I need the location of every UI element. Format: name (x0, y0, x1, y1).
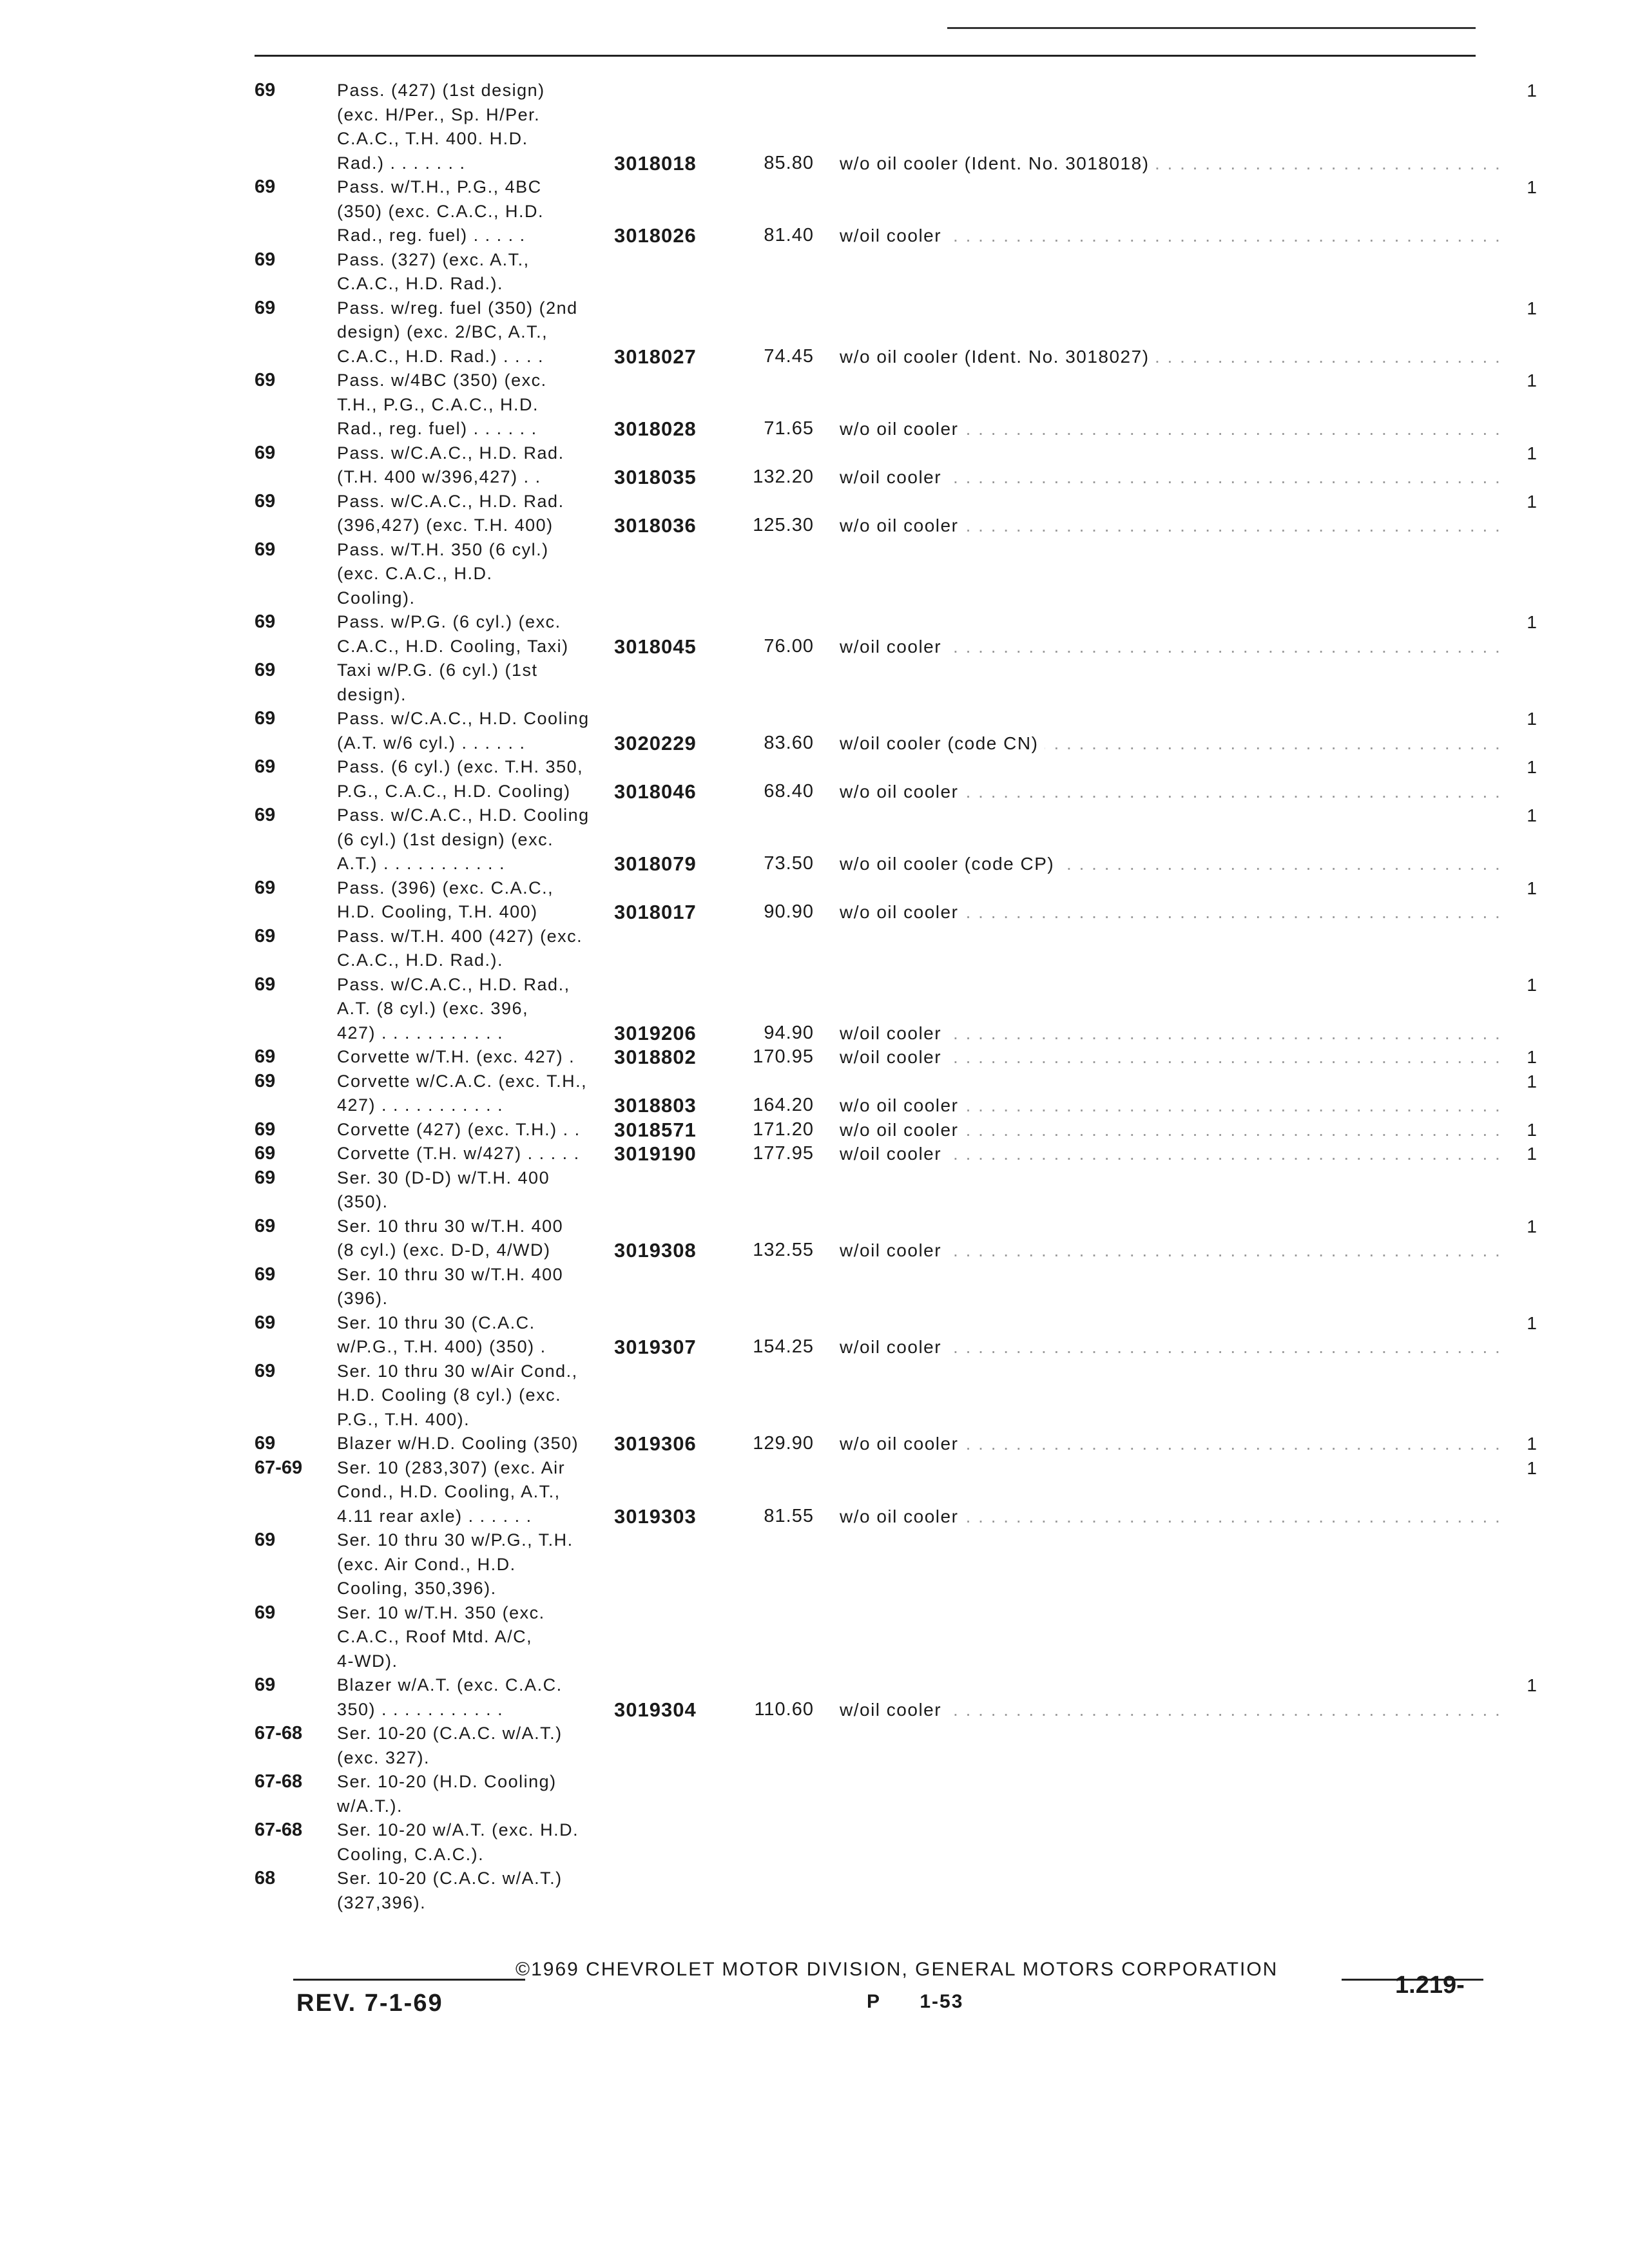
quantity: 1 (1527, 81, 1537, 101)
revision-date: REV. 7-1-69 (296, 1990, 443, 2017)
model-application: Blazer w/A.T. (exc. C.A.C. 350) . . . . . . . . . . . (337, 1675, 563, 1719)
model-year: 69 (255, 1530, 276, 1550)
part-description-text: w/o oil cooler (Ident. No. 3018018) (840, 153, 1156, 173)
part-description-text: w/oil cooler (840, 1047, 948, 1067)
model-application: Ser. 10 thru 30 w/T.H. 400 (8 cyl.) (exc. D-D, 4/WD) (337, 1216, 564, 1260)
part-number: 3018035 (614, 466, 697, 488)
part-number: 3019190 (614, 1142, 697, 1165)
part-number: 3018046 (614, 780, 697, 803)
quantity: 1 (1527, 1119, 1537, 1140)
model-year: 69 (255, 974, 276, 995)
quantity: 1 (1527, 974, 1537, 995)
copyright-notice: ©1969 CHEVROLET MOTOR DIVISION, GENERAL MOTORS CORPORATION (516, 1959, 1278, 1980)
part-description (814, 1408, 1505, 1432)
part-description (814, 1142, 1505, 1166)
part-number: 3018571 (614, 1118, 697, 1141)
model-year: 69 (255, 805, 276, 825)
list-price: 110.60 (754, 1698, 814, 1720)
section-reference (867, 1991, 963, 2013)
part-number: 3019303 (614, 1504, 697, 1528)
part-entry (255, 658, 1537, 707)
model-application: Blazer w/H.D. Cooling (350) (337, 1434, 579, 1453)
model-application: Pass. w/T.H., P.G., 4BC (350) (exc. C.A.C., H.D. Rad., reg. fuel) . . . . . (337, 177, 545, 245)
quantity: 1 (1527, 1071, 1537, 1091)
part-description (814, 272, 1505, 296)
model-year: 69 (255, 297, 276, 318)
page-number: 1.219- (1395, 1972, 1465, 1999)
part-entry (255, 876, 1537, 925)
part-entry (255, 248, 1537, 296)
part-entry (255, 1215, 1537, 1263)
part-entry (255, 490, 1537, 538)
list-price: 132.55 (753, 1240, 814, 1260)
model-application: Corvette w/C.A.C. (exc. T.H., 427) . . . . . . . . . . . (337, 1071, 588, 1115)
part-description-text (840, 1289, 846, 1309)
part-number: 3019206 (614, 1021, 697, 1044)
part-description-text (840, 1748, 846, 1768)
model-application: Ser. 10-20 (C.A.C. w/A.T.) (327,396). (337, 1869, 563, 1912)
model-year: 69 (255, 1602, 276, 1623)
part-description (814, 1335, 1505, 1360)
model-year: 69 (255, 1215, 276, 1236)
part-entry (255, 175, 1537, 248)
quantity: 1 (1527, 491, 1537, 512)
part-description-text (840, 685, 846, 705)
quantity: 1 (1527, 1144, 1537, 1164)
part-description-text: w/oil cooler (840, 637, 948, 657)
model-year: 69 (255, 80, 276, 101)
model-application: Corvette w/T.H. (exc. 427) . (337, 1047, 575, 1066)
quantity: 1 (1527, 1434, 1537, 1454)
part-entry (255, 1142, 1537, 1166)
part-description-text: w/oil cooler (840, 1023, 948, 1043)
quantity: 1 (1527, 298, 1537, 318)
quantity: 1 (1527, 612, 1537, 632)
part-entry (255, 1770, 1537, 1818)
model-year: 69 (255, 1143, 276, 1164)
model-year: 68 (255, 1868, 276, 1888)
part-description-text (840, 1192, 846, 1212)
model-application: Pass. (6 cyl.) (exc. T.H. 350, P.G., C.A.C., H.D. Cooling) (337, 757, 584, 801)
part-description-text: w/o oil cooler (840, 515, 965, 535)
part-description-text (840, 274, 846, 294)
part-description (814, 224, 1505, 248)
part-number: 3018079 (614, 852, 697, 875)
model-year: 69 (255, 1070, 276, 1091)
model-year: 69 (255, 708, 276, 729)
part-description (814, 1891, 1505, 1916)
model-application: Pass. w/C.A.C., H.D. Rad., A.T. (8 cyl.) (exc. 396, 427) . . . . . . . . . . . (337, 974, 570, 1043)
part-entry (255, 1311, 1537, 1360)
list-price: 154.25 (753, 1336, 814, 1357)
model-year: 69 (255, 1264, 276, 1285)
part-description-text: w/o oil cooler (840, 902, 965, 922)
part-number: 3018045 (614, 635, 697, 658)
part-description (814, 1504, 1505, 1529)
model-year: 67-68 (255, 1771, 303, 1792)
part-description-text: w/oil cooler (840, 1144, 948, 1164)
part-description (814, 1238, 1505, 1263)
part-description (814, 1577, 1505, 1601)
part-entry (255, 1045, 1537, 1070)
part-description-text: w/oil cooler (840, 467, 948, 487)
model-application: Ser. 10-20 w/A.T. (exc. H.D. Cooling, C.A.C.). (337, 1820, 579, 1864)
quantity: 1 (1527, 1675, 1537, 1695)
quantity: 1 (1527, 1216, 1537, 1236)
model-year: 67-68 (255, 1820, 303, 1840)
part-description (814, 683, 1505, 707)
model-application: Ser. 30 (D-D) w/T.H. 400 (350). (337, 1168, 550, 1211)
model-year: 69 (255, 1433, 276, 1454)
part-number: 3019307 (614, 1336, 697, 1358)
part-entry (255, 1601, 1537, 1674)
model-application: Ser. 10 thru 30 (C.A.C. w/P.G., T.H. 400) (350) . (337, 1312, 546, 1356)
part-entry (255, 441, 1537, 490)
part-description-text: w/o oil cooler (840, 419, 965, 439)
part-entry (255, 538, 1537, 611)
part-description-text: w/o oil cooler (840, 1095, 965, 1115)
part-description-text: w/oil cooler (code CN) (840, 733, 1045, 753)
quantity: 1 (1527, 443, 1537, 463)
header-rule (255, 55, 1476, 57)
part-description-text (840, 1845, 846, 1865)
part-description-text (840, 1893, 846, 1913)
part-number: 3020229 (614, 731, 697, 754)
model-application: Pass. w/C.A.C., H.D. Cooling (6 cyl.) (1st design) (exc. A.T.) . . . . . . . . . . . (337, 805, 590, 873)
list-price: 81.40 (764, 225, 814, 245)
part-entry (255, 1263, 1537, 1311)
model-application: Pass. w/P.G. (6 cyl.) (exc. C.A.C., H.D. Cooling, Taxi) (337, 612, 569, 656)
model-application: Pass. w/C.A.C., H.D. Rad. (396,427) (exc. T.H. 400) (337, 491, 564, 535)
header-rule-short (947, 27, 1476, 29)
part-entry (255, 1166, 1537, 1215)
part-number: 3018028 (614, 418, 697, 440)
model-application: Pass. w/T.H. 400 (427) (exc. C.A.C., H.D. Rad.). (337, 926, 583, 970)
part-number: 3018018 (614, 151, 697, 175)
model-application: Ser. 10 thru 30 w/Air Cond., H.D. Cooling (8 cyl.) (exc. P.G., T.H. 400). (337, 1361, 578, 1429)
model-year: 67-68 (255, 1723, 303, 1744)
model-application: Pass. w/C.A.C., H.D. Rad. (T.H. 400 w/396,427) . . (337, 443, 564, 486)
part-description-text (840, 1579, 846, 1599)
model-year: 69 (255, 370, 276, 390)
part-number: 3018017 (614, 901, 697, 923)
list-price: 129.90 (753, 1433, 814, 1454)
part-entry (255, 973, 1537, 1046)
part-entry (255, 707, 1537, 755)
model-year: 69 (255, 1312, 276, 1333)
part-entry (255, 1432, 1537, 1456)
part-description-text: w/o oil cooler (840, 1120, 965, 1140)
quantity: 1 (1527, 370, 1537, 390)
part-description (814, 1093, 1505, 1118)
part-entry (255, 1722, 1537, 1770)
model-year: 69 (255, 756, 276, 777)
parts-listing (255, 79, 1537, 1915)
model-year: 69 (255, 177, 276, 197)
quantity: 1 (1527, 1047, 1537, 1067)
part-number: 3019306 (614, 1432, 697, 1455)
part-description (814, 948, 1505, 973)
part-description-text (840, 588, 846, 608)
part-entry (255, 925, 1537, 973)
list-price: 85.80 (764, 152, 814, 173)
part-number: 3018803 (614, 1094, 697, 1117)
part-number: 3019304 (614, 1698, 697, 1721)
list-price: 171.20 (753, 1119, 814, 1140)
model-application: Pass. w/4BC (350) (exc. T.H., P.G., C.A.C., H.D. Rad., reg. fuel) . . . . . . (337, 370, 547, 438)
model-application: Ser. 10 w/T.H. 350 (exc. C.A.C., Roof Mtd. A/C, 4-WD). (337, 1602, 545, 1671)
footer-rule-left (293, 1979, 525, 1981)
model-year: 69 (255, 925, 276, 947)
part-entry (255, 1456, 1537, 1529)
part-description-text: w/oil cooler (840, 1240, 948, 1260)
list-price: 74.45 (764, 345, 814, 367)
model-year: 69 (255, 1675, 276, 1695)
list-price: 83.60 (764, 732, 814, 753)
model-year: 69 (255, 1360, 276, 1381)
model-year: 69 (255, 539, 276, 560)
model-year: 69 (255, 442, 276, 463)
model-application: Pass. w/reg. fuel (350) (2nd design) (exc. 2/BC, A.T., C.A.C., H.D. Rad.) . . . . (337, 298, 578, 366)
model-year: 69 (255, 660, 276, 680)
part-entry (255, 296, 1537, 369)
quantity: 1 (1527, 757, 1537, 777)
quantity: 1 (1527, 177, 1537, 197)
part-description (814, 465, 1505, 490)
part-entry (255, 1360, 1537, 1432)
part-entry (255, 1867, 1537, 1915)
part-description-text: w/oil cooler (840, 1700, 948, 1720)
part-description (814, 345, 1505, 369)
part-description-text (840, 950, 846, 970)
quantity: 1 (1527, 1312, 1537, 1333)
part-description (814, 1045, 1505, 1070)
part-entry (255, 1070, 1537, 1118)
part-description (814, 1794, 1505, 1819)
part-description-text: w/oil cooler (840, 1337, 948, 1357)
part-description-text: w/o oil cooler (Ident. No. 3018027) (840, 347, 1156, 367)
model-application: Corvette (T.H. w/427) . . . . . (337, 1144, 580, 1163)
part-description (814, 1190, 1505, 1215)
part-number: 3018036 (614, 514, 697, 537)
list-price: 73.50 (764, 853, 814, 874)
model-application: Pass. w/T.H. 350 (6 cyl.) (exc. C.A.C., H.D. Cooling). (337, 539, 549, 608)
list-price: 170.95 (753, 1046, 814, 1067)
model-application: Pass. (327) (exc. A.T., C.A.C., H.D. Rad.). (337, 249, 530, 293)
model-year: 67-69 (255, 1457, 303, 1478)
model-application: Taxi w/P.G. (6 cyl.) (1st design). (337, 660, 538, 704)
model-year: 69 (255, 877, 276, 898)
model-application: Ser. 10-20 (C.A.C. w/A.T.) (exc. 327). (337, 1724, 563, 1767)
part-entry (255, 803, 1537, 876)
part-description (814, 852, 1505, 876)
part-entry (255, 1673, 1537, 1722)
part-description-text: w/o oil cooler (840, 1434, 965, 1454)
part-description (814, 731, 1505, 756)
list-price: 94.90 (764, 1022, 814, 1043)
part-description-text: w/o oil cooler (840, 1506, 965, 1526)
list-price: 81.55 (764, 1505, 814, 1526)
model-application: Pass. (427) (1st design) (exc. H/Per., Sp. H/Per. C.A.C., T.H. 400. H.D. Rad.) . . . . . . . (337, 81, 545, 173)
part-description (814, 1698, 1505, 1722)
model-year: 69 (255, 490, 276, 512)
model-year: 69 (255, 1167, 276, 1188)
part-description (814, 151, 1505, 176)
quantity: 1 (1527, 805, 1537, 825)
part-description-text: w/oil cooler (840, 226, 948, 245)
quantity: 1 (1527, 878, 1537, 898)
quantity: 1 (1527, 709, 1537, 729)
part-description (814, 1118, 1505, 1142)
part-description (814, 780, 1505, 804)
model-year: 69 (255, 249, 276, 270)
part-description-text (840, 1796, 846, 1816)
list-price: 90.90 (764, 901, 814, 922)
part-number: 3018027 (614, 345, 697, 368)
part-entry (255, 1818, 1537, 1867)
part-description-text (840, 1651, 846, 1671)
part-number: 3019308 (614, 1239, 697, 1262)
part-entry (255, 610, 1537, 658)
part-description-text: w/o oil cooler (840, 782, 965, 802)
part-description (814, 417, 1505, 441)
model-year: 69 (255, 1119, 276, 1140)
model-year: 69 (255, 1046, 276, 1067)
section-letter: P (867, 1991, 882, 2012)
list-price: 71.65 (764, 418, 814, 439)
list-price: 76.00 (764, 635, 814, 657)
part-number: 3018026 (614, 224, 697, 247)
part-description (814, 635, 1505, 659)
part-description (814, 1021, 1505, 1046)
part-entry (255, 79, 1537, 175)
part-description (814, 1746, 1505, 1771)
part-entry (255, 1528, 1537, 1601)
list-price: 68.40 (764, 780, 814, 802)
model-application: Corvette (427) (exc. T.H.) . . (337, 1119, 581, 1139)
list-price: 177.95 (753, 1143, 814, 1164)
part-description (814, 900, 1505, 925)
model-application: Ser. 10 thru 30 w/P.G., T.H. (exc. Air Cond., H.D. Cooling, 350,396). (337, 1530, 574, 1598)
list-price: 164.20 (753, 1095, 814, 1115)
part-description-text: w/o oil cooler (code CP) (840, 854, 1061, 874)
part-entry (255, 1118, 1537, 1142)
model-application: Ser. 10 thru 30 w/T.H. 400 (396). (337, 1264, 564, 1308)
part-number: 3018802 (614, 1046, 697, 1068)
part-description (814, 1843, 1505, 1867)
section-page: 1-53 (920, 1991, 964, 2012)
model-application: Pass. w/C.A.C., H.D. Cooling (A.T. w/6 cyl.) . . . . . . (337, 709, 590, 753)
quantity: 1 (1527, 1457, 1537, 1478)
part-description (814, 514, 1505, 538)
part-description (814, 1287, 1505, 1311)
model-application: Ser. 10 (283,307) (exc. Air Cond., H.D. Cooling, A.T., 4.11 rear axle) . . . . . . (337, 1457, 566, 1526)
list-price: 125.30 (753, 515, 814, 535)
list-price: 132.20 (753, 466, 814, 487)
model-year: 69 (255, 611, 276, 632)
part-description-text (840, 1410, 846, 1430)
part-description (814, 1649, 1505, 1674)
part-description (814, 586, 1505, 611)
part-entry (255, 369, 1537, 441)
model-application: Pass. (396) (exc. C.A.C., H.D. Cooling, T.H. 400) (337, 878, 554, 921)
model-application: Ser. 10-20 (H.D. Cooling) w/A.T.). (337, 1772, 557, 1816)
part-description (814, 1432, 1505, 1456)
part-entry (255, 755, 1537, 803)
